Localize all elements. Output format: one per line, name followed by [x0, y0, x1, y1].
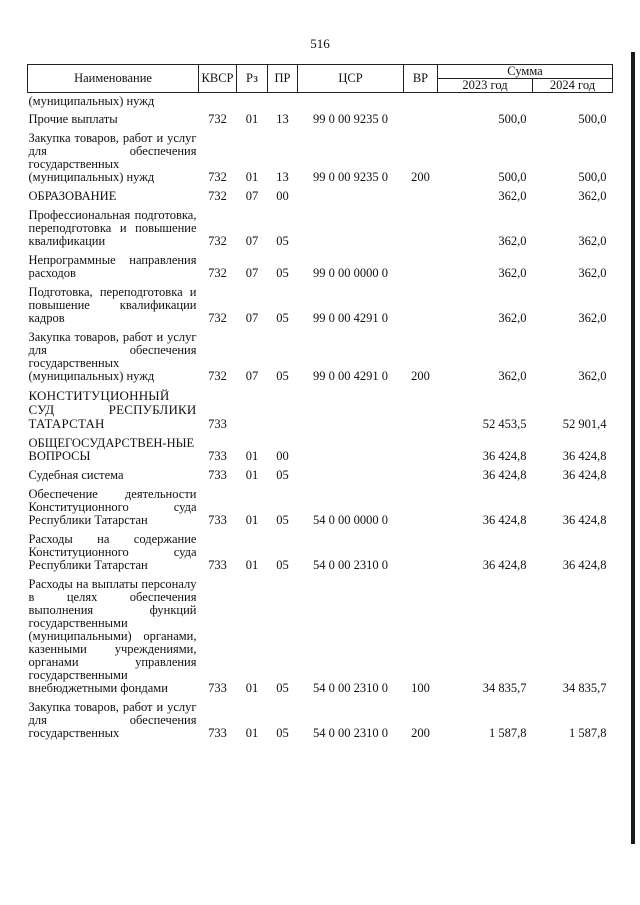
row-rz: 01: [245, 170, 259, 184]
table-row: [28, 110, 613, 129]
table-row: [28, 485, 613, 530]
row-csr: [298, 93, 404, 111]
row-rz: 07: [245, 266, 259, 280]
row-name: ОБРАЗОВАНИЕ: [28, 189, 117, 203]
row-kvsr: 733: [208, 468, 227, 482]
row-vr: [404, 110, 438, 129]
row-vr: [404, 283, 438, 328]
page-number: 516: [310, 36, 330, 51]
row-sum-2024: 36 424,8: [562, 449, 607, 463]
row-rz: 01: [245, 449, 259, 463]
table-row: [28, 283, 613, 328]
row-vr: 200: [411, 726, 430, 740]
row-sum-2024: [533, 93, 613, 111]
row-name-text: КОНСТИТУЦИОННЫЙ СУД РЕСПУБЛИКИ ТАТАРСТАН: [28, 388, 197, 431]
header-csr: ЦСР: [298, 65, 404, 93]
row-pr: [268, 386, 298, 434]
table-row: [28, 698, 613, 743]
row-kvsr: 733: [208, 558, 227, 572]
header-kvsr: КВСР: [199, 65, 237, 93]
row-name: Обеспечение деятельности Конституционного суда Республики Татарстан: [28, 487, 197, 527]
row-kvsr: 732: [208, 369, 227, 383]
row-kvsr: 732: [208, 266, 227, 280]
row-name: Профессиональная подготовка, переподготовка и повышение квалификации: [28, 208, 197, 248]
row-kvsr: 732: [208, 189, 227, 203]
row-pr: 05: [276, 234, 289, 248]
header-sum: Сумма: [438, 65, 613, 79]
row-rz: 01: [245, 726, 259, 740]
table-row: [28, 328, 613, 386]
row-sum-2023: 36 424,8: [482, 468, 527, 482]
row-sum-2024: 362,0: [578, 234, 607, 248]
row-vr: [404, 206, 438, 251]
row-sum-2023: 52 453,5: [482, 417, 527, 431]
row-vr: [404, 485, 438, 530]
row-name: Закупка товаров, работ и услуг для обеспечения государственных (муниципальных) нужд: [28, 330, 197, 383]
row-sum-2023: 36 424,8: [482, 449, 527, 463]
row-sum-2024: 36 424,8: [562, 468, 607, 482]
row-sum-2023: 34 835,7: [482, 681, 527, 695]
table-row: [28, 187, 613, 206]
row-rz: 01: [245, 681, 259, 695]
table-row: [28, 206, 613, 251]
row-sum-2024: 1 587,8: [569, 726, 607, 740]
row-vr: [404, 187, 438, 206]
row-rz: 01: [245, 558, 259, 572]
row-kvsr: [199, 93, 237, 111]
row-pr: 05: [276, 681, 289, 695]
header-year-2024: 2024 год: [533, 79, 613, 93]
row-rz: 07: [245, 189, 259, 203]
row-name: Закупка товаров, работ и услуг для обеспечения государственных: [28, 700, 197, 740]
row-sum-2023: 1 587,8: [489, 726, 527, 740]
row-rz: 01: [245, 112, 259, 126]
row-vr: [404, 251, 438, 283]
row-name: Судебная система: [28, 468, 124, 482]
row-sum-2024: 362,0: [578, 266, 607, 280]
budget-table: [27, 64, 613, 743]
row-csr: 99 0 00 4291 0: [313, 369, 388, 383]
header-year-2023: 2023 год: [438, 79, 533, 93]
row-sum-2024: 36 424,8: [562, 513, 607, 527]
table-row: [28, 530, 613, 575]
row-rz: 01: [245, 468, 259, 482]
row-pr: 00: [276, 449, 289, 463]
row-kvsr: 733: [208, 449, 227, 463]
header-rz: Рз: [237, 65, 268, 93]
row-sum-2024: 362,0: [578, 189, 607, 203]
row-csr: [298, 206, 404, 251]
header-pr: ПР: [268, 65, 298, 93]
row-sum-2023: 362,0: [498, 311, 527, 325]
row-vr: [404, 434, 438, 466]
row-sum-2023: 362,0: [498, 266, 527, 280]
row-kvsr: 732: [208, 170, 227, 184]
row-sum-2024: 362,0: [578, 369, 607, 383]
row-kvsr: 732: [208, 234, 227, 248]
row-vr: [404, 386, 438, 434]
row-csr: [298, 466, 404, 485]
table-row: [28, 93, 613, 111]
row-sum-2024: 36 424,8: [562, 558, 607, 572]
row-kvsr: 732: [208, 311, 227, 325]
header-name: Наименование: [28, 65, 199, 93]
row-vr: 200: [411, 170, 430, 184]
row-sum-2024: 362,0: [578, 311, 607, 325]
scan-edge-bar: [631, 52, 635, 844]
row-csr: 54 0 00 2310 0: [313, 558, 388, 572]
row-name: [28, 386, 199, 434]
row-name: (муниципальных) нужд: [28, 94, 155, 108]
header-vr: ВР: [404, 65, 438, 93]
row-rz: 07: [245, 234, 259, 248]
row-pr: [268, 93, 298, 111]
row-sum-2023: [438, 93, 533, 111]
row-pr: 05: [276, 726, 289, 740]
table-row: [28, 386, 613, 434]
row-kvsr: 733: [208, 417, 227, 431]
row-sum-2023: 36 424,8: [482, 513, 527, 527]
row-name: Прочие выплаты: [28, 112, 118, 126]
row-csr: 99 0 00 9235 0: [313, 112, 388, 126]
row-sum-2023: 362,0: [498, 234, 527, 248]
row-pr: 05: [276, 468, 289, 482]
row-csr: 54 0 00 2310 0: [313, 681, 388, 695]
table-row: [28, 466, 613, 485]
row-rz: [237, 386, 268, 434]
table-row: [28, 575, 613, 698]
row-rz: 07: [245, 369, 259, 383]
row-pr: 13: [276, 170, 289, 184]
row-sum-2023: 362,0: [498, 189, 527, 203]
table-row: [28, 251, 613, 283]
row-vr: [404, 93, 438, 111]
row-sum-2023: 500,0: [498, 112, 527, 126]
table-header: [28, 65, 613, 93]
row-csr: [298, 386, 404, 434]
row-vr: [404, 530, 438, 575]
row-kvsr: 733: [208, 513, 227, 527]
row-csr: 54 0 00 0000 0: [313, 513, 388, 527]
row-rz: 07: [245, 311, 259, 325]
row-csr: 99 0 00 9235 0: [313, 170, 388, 184]
row-rz: [237, 93, 268, 111]
row-csr: [298, 434, 404, 466]
row-sum-2024: 34 835,7: [562, 681, 607, 695]
row-kvsr: 732: [208, 112, 227, 126]
row-name: Расходы на выплаты персоналу в целях обеспечения выполнения функций государственными (муниципальными) органами, казенными учреждениями, органами управления государственными внебюджетными фондами: [28, 577, 197, 695]
row-kvsr: 733: [208, 726, 227, 740]
row-name: ОБЩЕГОСУДАРСТВЕН-НЫЕ ВОПРОСЫ: [28, 436, 195, 463]
row-name: Расходы на содержание Конституционного суда Республики Татарстан: [28, 532, 197, 572]
row-vr: 100: [411, 681, 430, 695]
table-body: [28, 93, 613, 744]
row-pr: 05: [276, 369, 289, 383]
row-pr: 05: [276, 266, 289, 280]
table-row: [28, 434, 613, 466]
row-csr: 99 0 00 0000 0: [313, 266, 388, 280]
row-name: Подготовка, переподготовка и повышение квалификации кадров: [28, 285, 197, 325]
row-sum-2023: 500,0: [498, 170, 527, 184]
row-sum-2023: 362,0: [498, 369, 527, 383]
row-pr: 00: [276, 189, 289, 203]
row-csr: 54 0 00 2310 0: [313, 726, 388, 740]
row-sum-2024: 500,0: [578, 170, 607, 184]
row-csr: [298, 187, 404, 206]
row-pr: 13: [276, 112, 289, 126]
row-csr: 99 0 00 4291 0: [313, 311, 388, 325]
row-name: Непрограммные направления расходов: [28, 253, 197, 280]
row-rz: 01: [245, 513, 259, 527]
row-kvsr: 733: [208, 681, 227, 695]
row-pr: 05: [276, 558, 289, 572]
row-name: Закупка товаров, работ и услуг для обеспечения государственных (муниципальных) нужд: [28, 131, 197, 184]
row-sum-2024: 52 901,4: [562, 417, 607, 431]
row-pr: 05: [276, 311, 289, 325]
row-sum-2024: 500,0: [578, 112, 607, 126]
row-sum-2023: 36 424,8: [482, 558, 527, 572]
row-vr: [404, 466, 438, 485]
row-vr: 200: [411, 369, 430, 383]
row-pr: 05: [276, 513, 289, 527]
table-row: [28, 129, 613, 187]
